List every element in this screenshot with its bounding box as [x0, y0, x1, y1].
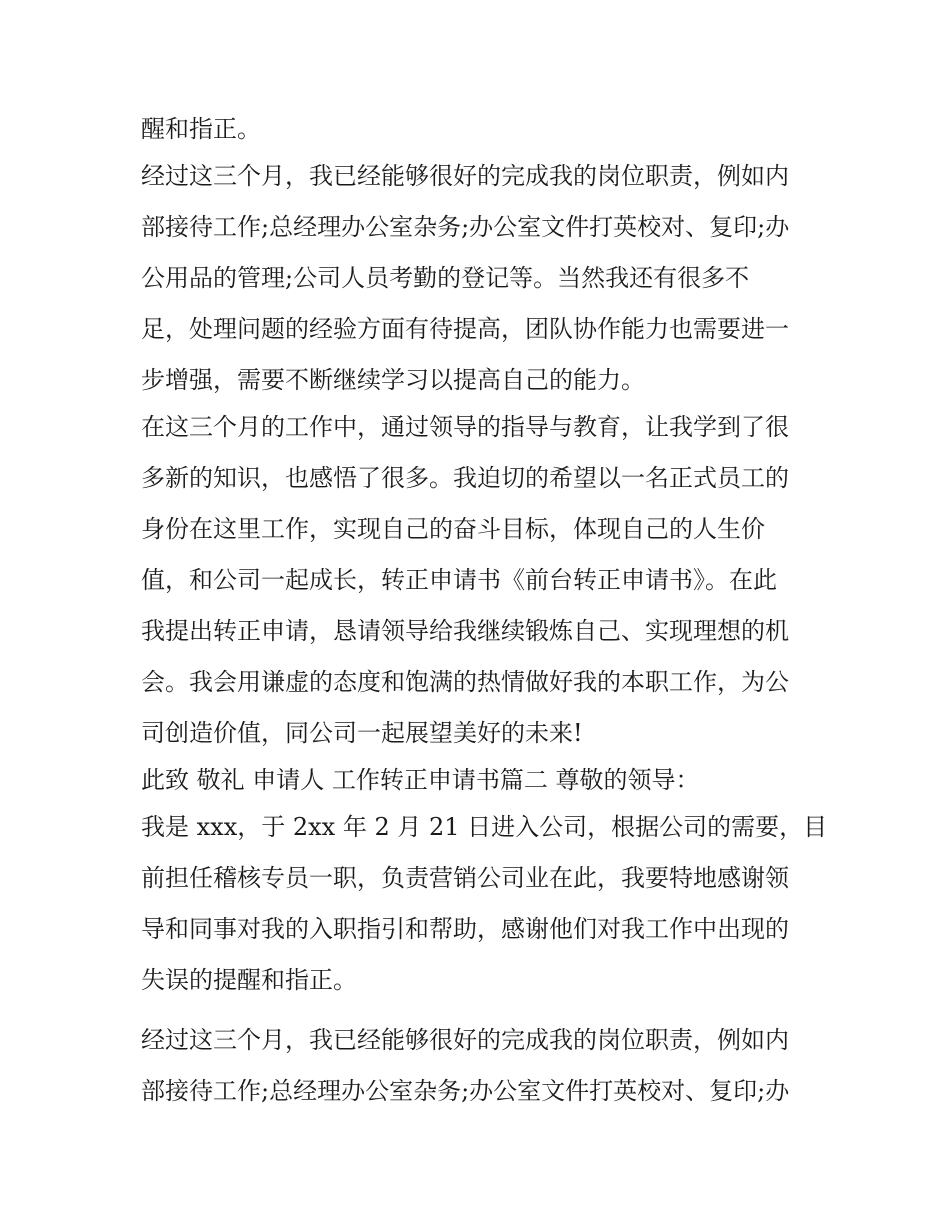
text-line: 身份在这里工作，实现自己的奋斗目标，体现自己的人生价 [141, 515, 765, 543]
text-line: 导和同事对我的入职指引和帮助，感谢他们对我工作中出现的 [141, 915, 789, 943]
text-line: 会。我会用谦虚的态度和饱满的热情做好我的本职工作，为公 [141, 668, 789, 696]
text-line: 多新的知识，也感悟了很多。我迫切的希望以一名正式员工的 [141, 464, 789, 492]
text-line: 步增强，需要不断继续学习以提高自己的能力。 [141, 366, 645, 394]
text-line: 我是 xxx，于 2xx 年 2 月 21 日进入公司，根据公司的需要，目 [141, 813, 828, 841]
text-line: 值，和公司一起成长，转正申请书《前台转正申请书》。在此 [141, 566, 777, 594]
text-line: 经过这三个月，我已经能够很好的完成我的岗位职责，例如内 [141, 162, 789, 190]
text-line: 足，处理问题的经验方面有待提高，团队协作能力也需要进一 [141, 315, 789, 343]
text-line: 经过这三个月，我已经能够很好的完成我的岗位职责，例如内 [141, 1026, 789, 1054]
text-line: 司创造价值，同公司一起展望美好的未来! [141, 719, 583, 747]
text-line: 部接待工作;总经理办公室杂务;办公室文件打英校对、复印;办 [141, 213, 790, 241]
text-line: 公用品的管理;公司人员考勤的登记等。当然我还有很多不 [141, 264, 750, 292]
text-line: 前担任稽核专员一职，负责营销公司业在此，我要特地感谢领 [141, 864, 789, 892]
text-line: 部接待工作;总经理办公室杂务;办公室文件打英校对、复印;办 [141, 1077, 790, 1105]
text-line: 醒和指正。 [141, 115, 261, 143]
text-line: 我提出转正申请，恳请领导给我继续锻炼自己、实现理想的机 [141, 617, 789, 645]
text-line: 此致 敬礼 申请人 工作转正申请书篇二 尊敬的领导： [141, 766, 700, 794]
text-line: 失误的提醒和指正。 [141, 966, 357, 994]
document-body [141, 107, 828, 1120]
text-line: 在这三个月的工作中，通过领导的指导与教育，让我学到了很 [141, 413, 789, 441]
